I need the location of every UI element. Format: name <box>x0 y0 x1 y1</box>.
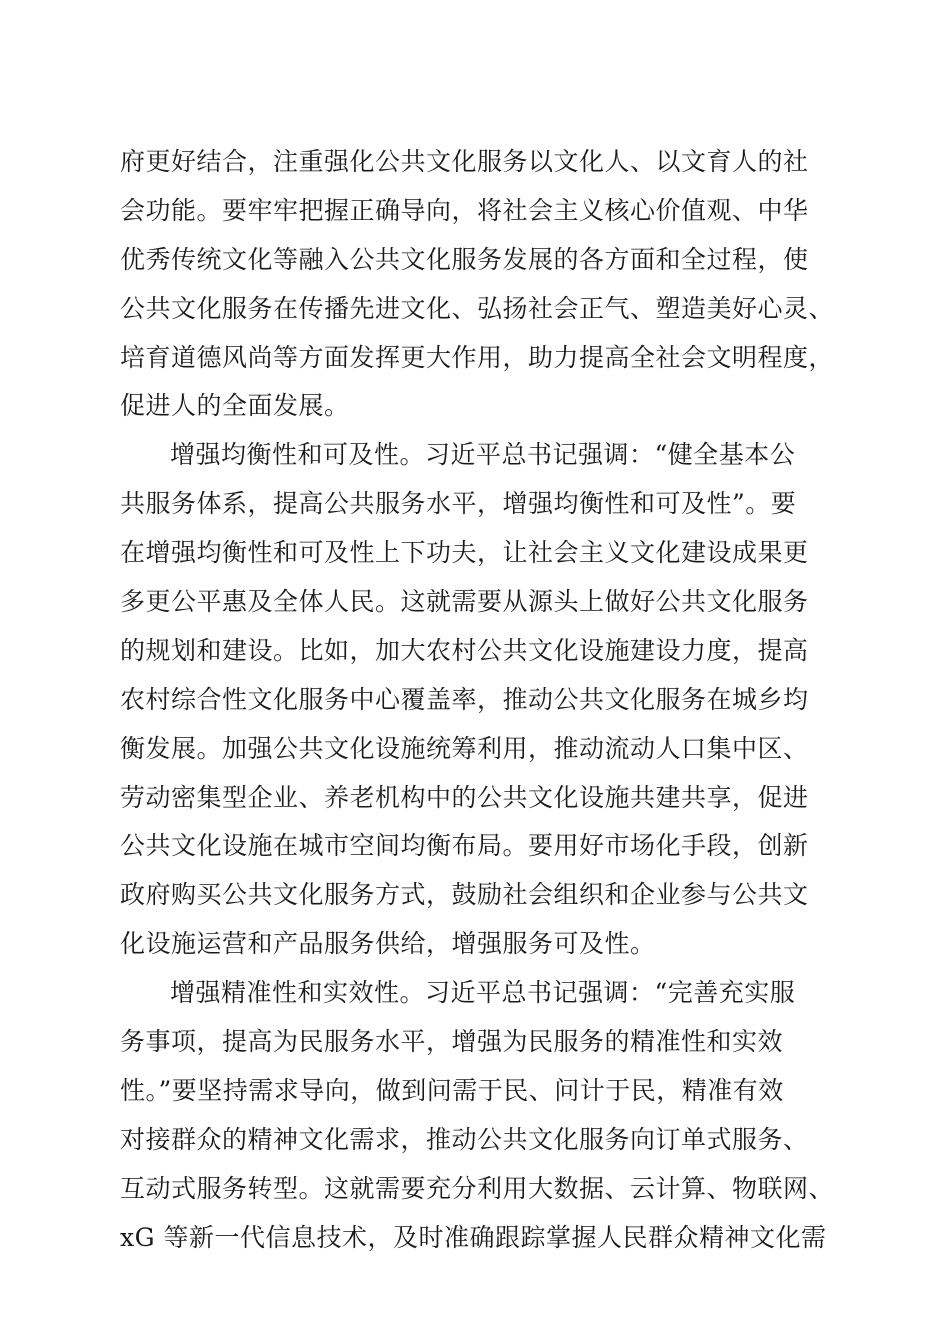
paragraph-line: 共服务体系，提高公共服务水平，增强均衡性和可及性”。要 <box>120 489 797 519</box>
paragraph-line: 的规划和建设。比如，加大农村公共文化设施建设力度，提高 <box>120 635 809 665</box>
paragraph-1 <box>120 138 840 431</box>
paragraph-line: 在增强均衡性和可及性上下功夫，让社会主义文化建设成果更 <box>120 538 809 568</box>
paragraph-3 <box>120 969 840 1262</box>
paragraph-line: 农村综合性文化服务中心覆盖率，推动公共文化服务在城乡均 <box>120 684 809 714</box>
paragraph-line: 增强均衡性和可及性。习近平总书记强调：“健全基本公 <box>170 440 796 470</box>
paragraph-line: 培育道德风尚等方面发挥更大作用，助力提高全社会文明程度， <box>120 342 835 372</box>
paragraph-line: 增强精准性和实效性。习近平总书记强调：“完善充实服 <box>170 978 796 1008</box>
paragraph-line: 府更好结合，注重强化公共文化服务以文化人、以文育人的社 <box>120 147 809 176</box>
paragraph-line: 多更公平惠及全体人民。这就需要从源头上做好公共文化服务 <box>120 587 809 617</box>
paragraph-line: 促进人的全面发展。 <box>120 391 350 421</box>
paragraph-2 <box>120 431 840 969</box>
paragraph-line: 劳动密集型企业、养老机构中的公共文化设施共建共享，促进 <box>120 782 809 812</box>
paragraph-line: 化设施运营和产品服务供给，增强服务可及性。 <box>120 929 656 959</box>
paragraph-line: 务事项，提高为民服务水平，增强为民服务的精准性和实效 <box>120 1027 784 1057</box>
document-body <box>120 138 840 1262</box>
paragraph-line: 优秀传统文化等融入公共文化服务发展的各方面和全过程，使 <box>120 244 809 274</box>
paragraph-line: 公共文化设施在城市空间均衡布局。要用好市场化手段，创新 <box>120 831 809 861</box>
paragraph-line: 政府购买公共文化服务方式，鼓励社会组织和企业参与公共文 <box>120 880 809 910</box>
paragraph-line: 互动式服务转型。这就需要充分利用大数据、云计算、物联网、 <box>120 1173 835 1203</box>
paragraph-line: 对接群众的精神文化需求，推动公共文化服务向订单式服务、 <box>120 1124 809 1154</box>
paragraph-line: 会功能。要牢牢把握正确导向，将社会主义核心价值观、中华 <box>120 195 809 225</box>
paragraph-line: xG 等新一代信息技术，及时准确跟踪掌握人民群众精神文化需 <box>120 1222 827 1252</box>
paragraph-line: 公共文化服务在传播先进文化、弘扬社会正气、塑造美好心灵、 <box>120 293 835 323</box>
paragraph-line: 性。”要坚持需求导向，做到问需于民、问计于民，精准有效 <box>120 1075 784 1105</box>
paragraph-line: 衡发展。加强公共文化设施统筹利用，推动流动人口集中区、 <box>120 733 809 763</box>
